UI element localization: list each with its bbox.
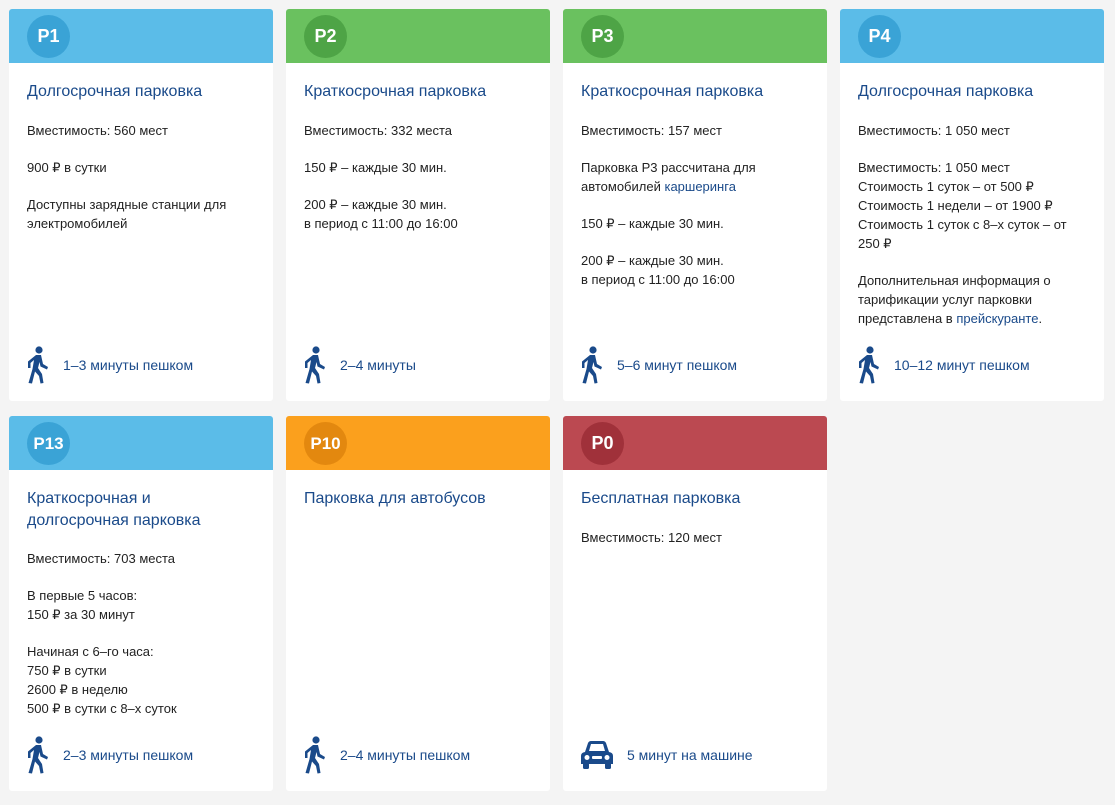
parking-badge: P10 bbox=[304, 422, 347, 465]
car-icon bbox=[579, 739, 615, 771]
first-hours-label: В первые 5 часов: bbox=[27, 588, 138, 603]
card-title[interactable]: Краткосрочная парковка bbox=[304, 83, 487, 100]
from-sixth-hour-label: Начиная с 6–го часа: bbox=[27, 644, 154, 659]
card-body bbox=[27, 121, 259, 251]
parking-card-p10 bbox=[286, 416, 550, 791]
card-footer bbox=[856, 345, 1030, 385]
price-peak-text: 200 ₽ – каждые 30 мин. bbox=[581, 253, 724, 268]
parking-card-p3 bbox=[563, 9, 827, 401]
price-text: 150 ₽ – каждые 30 мин. bbox=[304, 160, 447, 175]
card-body bbox=[581, 121, 813, 289]
card-header bbox=[286, 9, 550, 63]
price-day-text: Стоимость 1 суток – от 500 ₽ bbox=[858, 179, 1034, 194]
capacity-text-repeat: Вместимость: 1 050 мест bbox=[858, 160, 1010, 175]
card-header bbox=[286, 416, 550, 470]
parking-card-p1 bbox=[9, 9, 273, 401]
peak-period-text: в период с 11:00 до 16:00 bbox=[581, 272, 735, 287]
card-header bbox=[9, 9, 273, 63]
walking-person-icon bbox=[302, 736, 328, 774]
card-title[interactable]: Долгосрочная парковка bbox=[858, 83, 1034, 100]
walking-person-icon bbox=[856, 346, 882, 384]
card-footer bbox=[25, 345, 193, 385]
walking-time-text: 2–3 минуты пешком bbox=[63, 747, 194, 763]
card-title[interactable]: Парковка для автобусов bbox=[304, 490, 486, 507]
tariff-info-text: Дополнительная информация о тарификации услуг парковки представлена в bbox=[858, 273, 1051, 326]
parking-badge: P0 bbox=[581, 422, 624, 465]
charging-text: Доступны зарядные станции для электромобилей bbox=[27, 197, 227, 231]
price-peak-text: 200 ₽ – каждые 30 мин. bbox=[304, 197, 447, 212]
card-title[interactable]: Бесплатная парковка bbox=[581, 490, 741, 507]
walking-person-icon bbox=[25, 346, 51, 384]
peak-period-text: в период с 11:00 до 16:00 bbox=[304, 216, 458, 231]
card-title[interactable]: Краткосрочная и долгосрочная парковка bbox=[27, 490, 201, 529]
parking-card-p13 bbox=[9, 416, 273, 791]
card-header bbox=[9, 416, 273, 470]
card-title[interactable]: Краткосрочная парковка bbox=[581, 83, 764, 100]
parking-badge: P2 bbox=[304, 15, 347, 58]
card-footer bbox=[302, 735, 470, 775]
driving-time-text: 5 минут на машине bbox=[627, 747, 753, 763]
parking-badge: P4 bbox=[858, 15, 901, 58]
card-footer bbox=[579, 345, 737, 385]
walking-person-icon bbox=[302, 346, 328, 384]
parking-card-p4 bbox=[840, 9, 1104, 401]
price-week-text: 2600 ₽ в неделю bbox=[27, 682, 128, 697]
walking-time-text: 1–3 минуты пешком bbox=[63, 357, 194, 373]
card-footer bbox=[579, 735, 753, 775]
capacity-text: Вместимость: 157 мест bbox=[581, 123, 722, 138]
walking-person-icon bbox=[579, 346, 605, 384]
walking-time-text: 2–4 минуты пешком bbox=[340, 747, 471, 763]
carsharing-note: Парковка Р3 рассчитана для автомобилей bbox=[581, 160, 756, 194]
price-long-text: Стоимость 1 суток с 8–х суток – от 250 ₽ bbox=[858, 217, 1067, 251]
walking-person-icon bbox=[25, 736, 51, 774]
parking-badge: P1 bbox=[27, 15, 70, 58]
card-footer bbox=[25, 735, 193, 775]
card-body bbox=[304, 121, 536, 233]
card-header bbox=[563, 9, 827, 63]
capacity-text: Вместимость: 120 мест bbox=[581, 530, 722, 545]
card-footer bbox=[302, 345, 416, 385]
card-body bbox=[581, 528, 813, 565]
capacity-text: Вместимость: 332 места bbox=[304, 123, 453, 138]
card-title[interactable]: Долгосрочная парковка bbox=[27, 83, 203, 100]
parking-card-p2 bbox=[286, 9, 550, 401]
card-body bbox=[27, 549, 259, 718]
carsharing-link[interactable]: каршеринга bbox=[664, 179, 736, 194]
price-text: 900 ₽ в сутки bbox=[27, 160, 107, 175]
first-hours-price: 150 ₽ за 30 минут bbox=[27, 607, 135, 622]
card-header bbox=[840, 9, 1104, 63]
card-header bbox=[563, 416, 827, 470]
capacity-text: Вместимость: 560 мест bbox=[27, 123, 168, 138]
price-long-text: 500 ₽ в сутки с 8–х суток bbox=[27, 701, 177, 716]
price-text: 150 ₽ – каждые 30 мин. bbox=[581, 216, 724, 231]
parking-badge: P13 bbox=[27, 422, 70, 465]
price-list-link[interactable]: прейскуранте bbox=[956, 311, 1039, 326]
capacity-text: Вместимость: 703 места bbox=[27, 551, 176, 566]
price-day-text: 750 ₽ в сутки bbox=[27, 663, 107, 678]
walking-time-text: 5–6 минут пешком bbox=[617, 357, 738, 373]
parking-card-p0 bbox=[563, 416, 827, 791]
walking-time-text: 2–4 минуты bbox=[340, 357, 416, 373]
price-week-text: Стоимость 1 недели – от 1900 ₽ bbox=[858, 198, 1053, 213]
parking-badge: P3 bbox=[581, 15, 624, 58]
capacity-text: Вместимость: 1 050 мест bbox=[858, 123, 1010, 138]
period-text: . bbox=[1038, 311, 1043, 326]
card-body bbox=[858, 121, 1090, 328]
walking-time-text: 10–12 минут пешком bbox=[894, 357, 1030, 373]
